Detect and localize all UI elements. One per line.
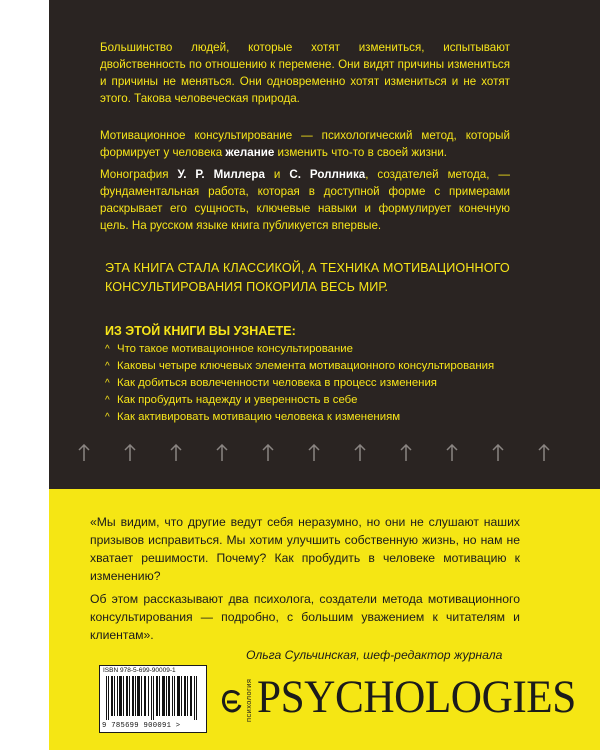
psychologies-logo: PSYCHOLOGIES [257,671,576,723]
list-item: ^ Как добиться вовлеченности человека в процесс изменения [105,375,494,392]
caret-icon: ^ [105,378,110,389]
caret-icon: ^ [105,344,110,355]
author-name: С. Роллника [289,168,366,181]
quote-paragraph: Об этом рассказывают два психолога, создатели метода мотивационного консультирования — подробно, с большим уважением к читателям и клиентам». [90,592,520,642]
up-arrow-icon [538,444,550,462]
quote-paragraph: «Мы видим, что другие ведут себя неразумно, но они не слушают наших призывов исправиться. Мы хотим улучшить собственную жизнь, но нам не хватает решимости. Почему? Как пробудить в человеке мотивацию к изменению? [90,515,520,583]
up-arrow-icon [308,444,320,462]
list-item: ^ Как пробудить надежду и уверенность в себе [105,392,494,409]
caret-icon: ^ [105,395,110,406]
up-arrow-icon [216,444,228,462]
monograph-paragraph: Монография У. Р. Миллера и С. Роллника, создателей метода, — фундаментальная работа, которая в доступной форме с примерами раскрывает его сущность, ключевые навыки и формулирует конечную цель. На русском языке книга публикуется впервые. [100,168,510,232]
barcode-bars [106,676,200,720]
up-arrow-icon [492,444,504,462]
isbn-label: ISBN 978-5-699-90009-1 [103,667,176,674]
barcode-number: 9 785699 900091 > [102,722,181,730]
caret-icon: ^ [105,361,110,372]
list-item: ^ Каковы четыре ключевых элемента мотивационного консультирования [105,358,494,375]
emphasis-word: желание [225,146,275,159]
list-item: ^ Как активировать мотивацию человека к изменениям [105,409,494,426]
up-arrow-icon [170,444,182,462]
author-name: У. Р. Миллера [177,168,265,181]
barcode [99,665,207,733]
classic-statement: ЭТА КНИГА СТАЛА КЛАССИКОЙ, А ТЕХНИКА МОТИВАЦИОННОГО КОНСУЛЬТИРОВАНИЯ ПОКОРИЛА ВЕСЬ МИР. [105,261,510,294]
eksmo-logo-icon [221,689,243,715]
caret-icon: ^ [105,412,110,423]
up-arrow-icon [400,444,412,462]
up-arrow-icon [124,444,136,462]
learn-list [105,341,494,426]
up-arrow-icon [446,444,458,462]
list-item: ^ Что такое мотивационное консультирование [105,341,494,358]
method-paragraph: Мотивационное консультирование — психологический метод, который формирует у человека желание изменить что-то в своей жизни. [100,129,510,159]
arrow-row [78,444,568,466]
intro-paragraph: Большинство людей, которые хотят измениться, испытывают двойственность по отношению к перемене. Они видят причины измениться и причины не меняться. Они одновременно хотят измениться и не хотят этого. Такова человеческая природа. [100,41,510,105]
up-arrow-icon [78,444,90,462]
learn-title: ИЗ ЭТОЙ КНИГИ ВЫ УЗНАЕТЕ: [105,324,296,338]
up-arrow-icon [354,444,366,462]
quote-signature: Ольга Сульчинская, шеф-редактор журнала [246,648,503,662]
up-arrow-icon [262,444,274,462]
psychologies-vertical-label: психология [244,678,253,722]
